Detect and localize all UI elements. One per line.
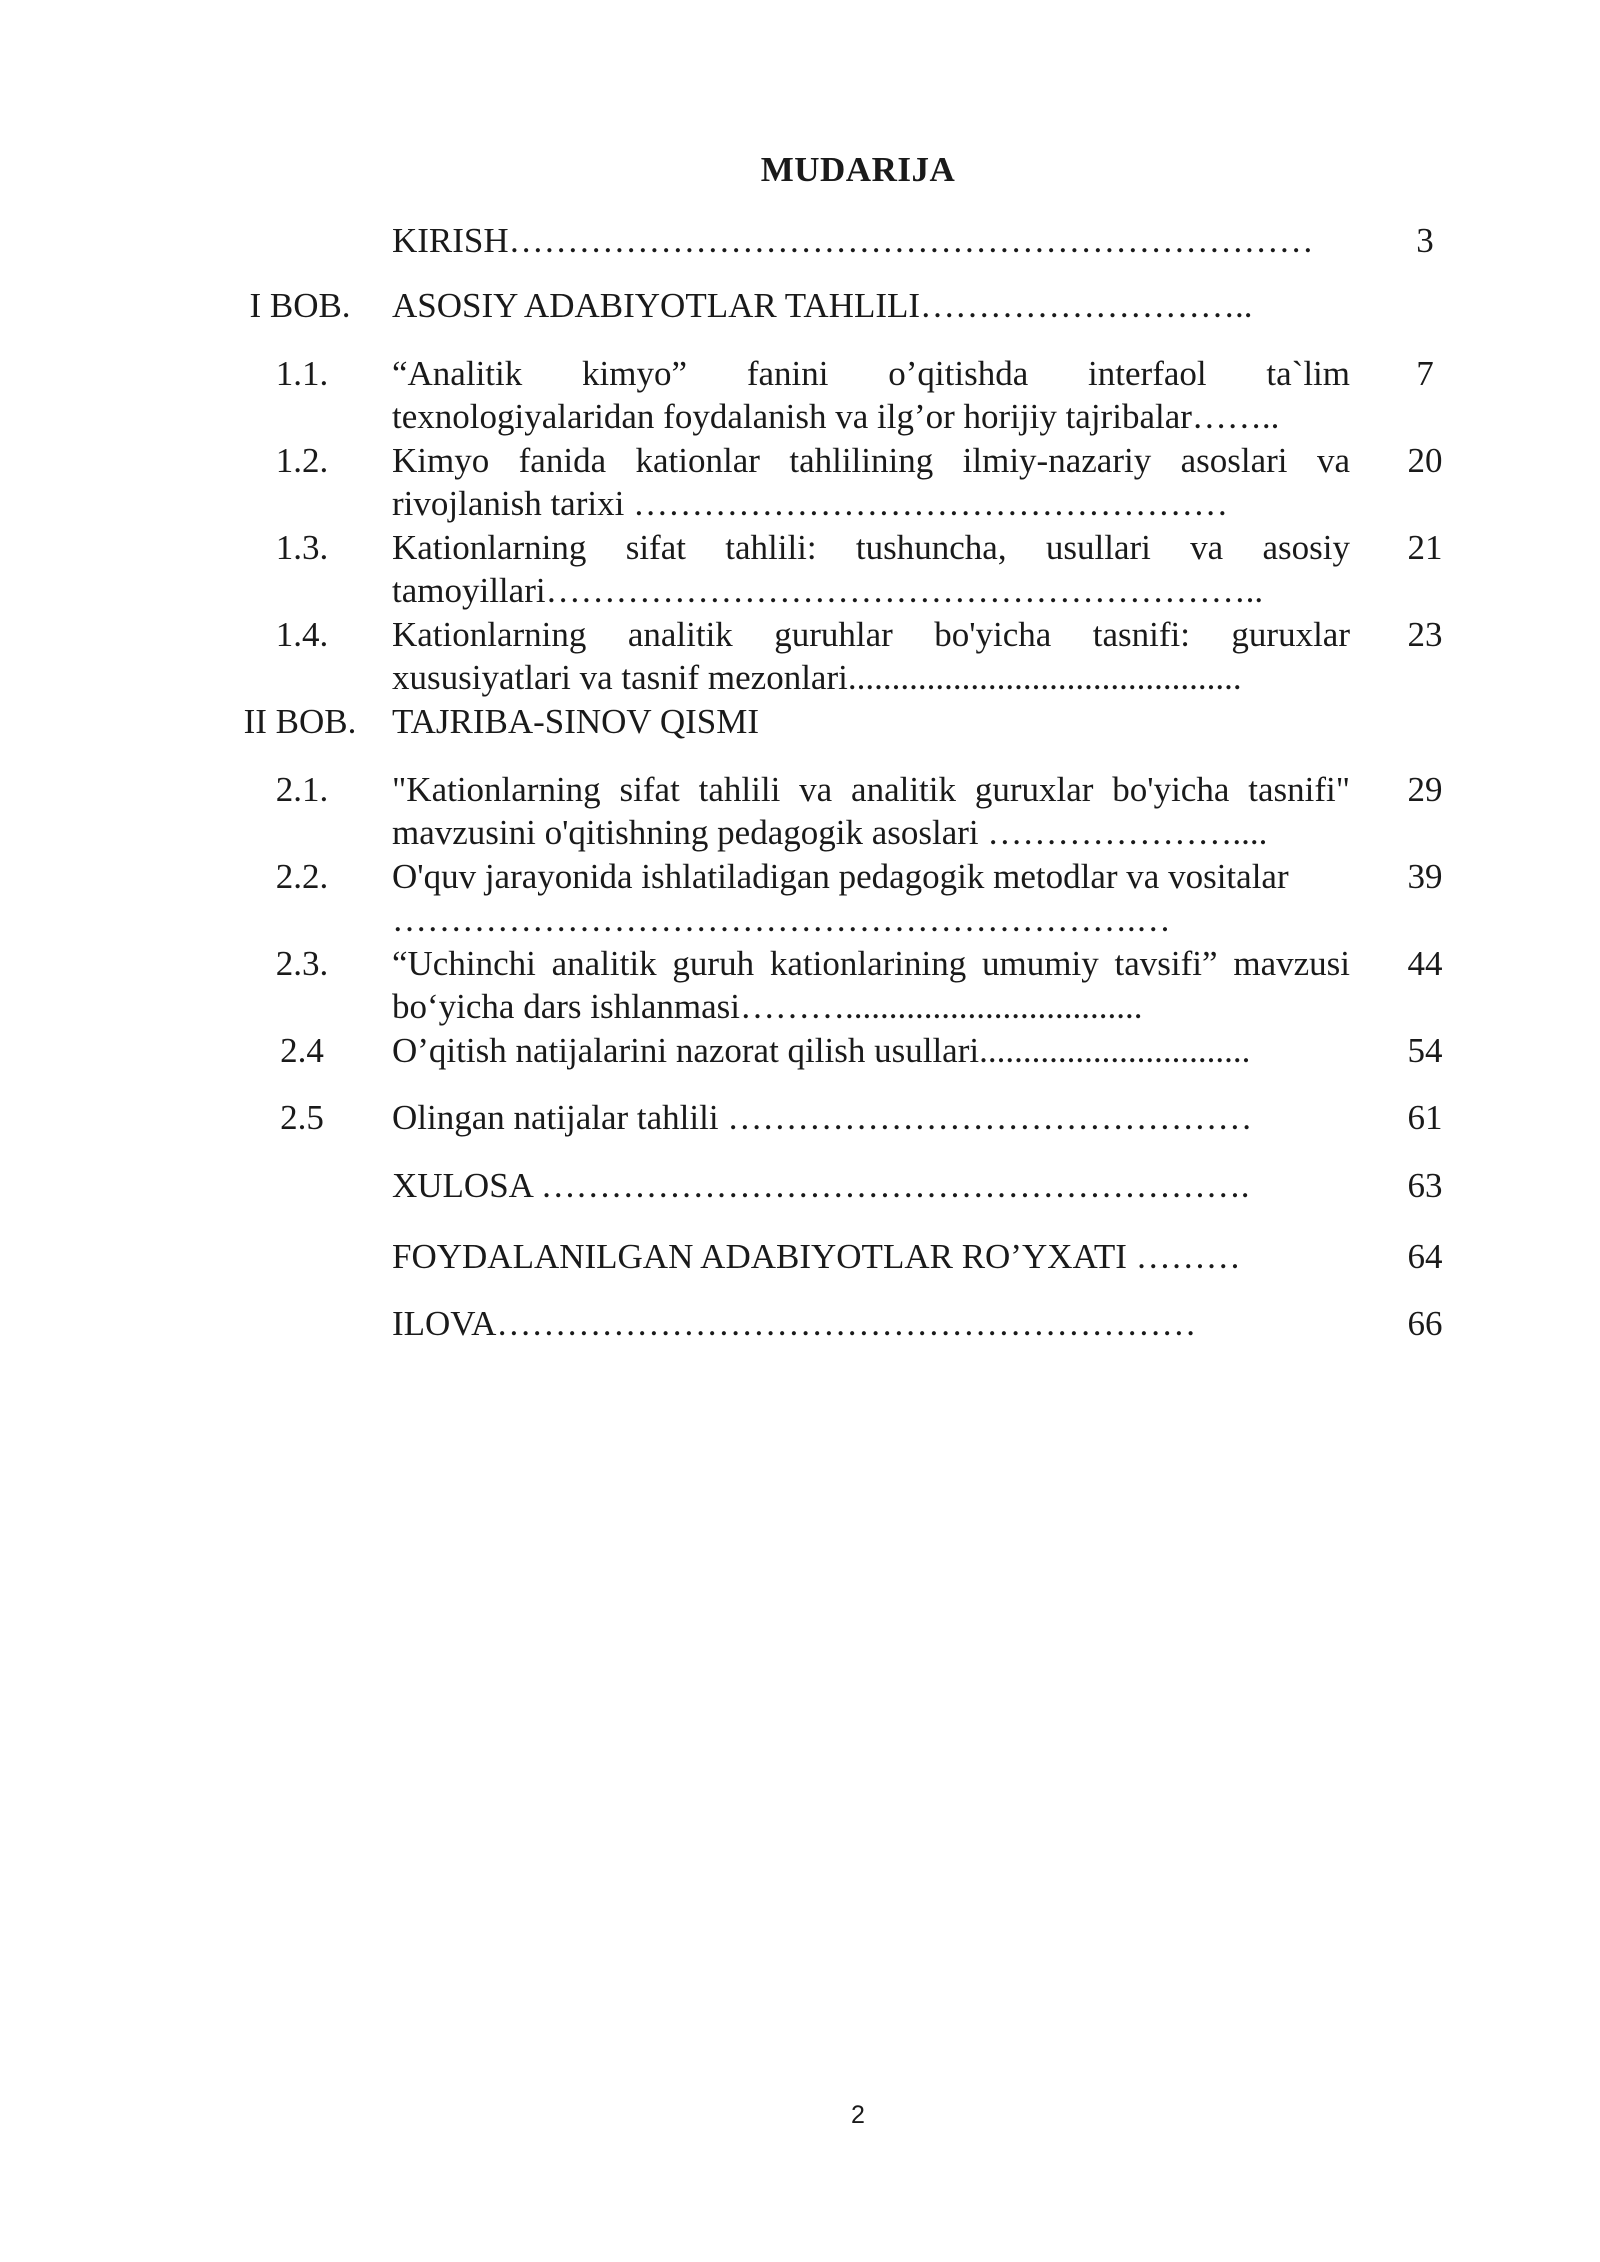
toc-entry-number: 1.3. <box>275 528 329 567</box>
toc-entry-number: 2.2. <box>275 857 329 896</box>
toc-entry-page: 63 <box>1407 1166 1443 1205</box>
toc-entry-page: 3 <box>1416 221 1434 260</box>
toc-entry-title: O'quv jarayonida ishlatiladigan pedagogik metodlar va vositalar ……………………………………………………….… <box>392 857 1289 939</box>
toc-entry-title: ILOVA…………………………………………………… <box>392 1304 1197 1343</box>
toc-entry-title: KIRISH…………………………………………………………… <box>392 221 1314 260</box>
toc-entry-number: 1.2. <box>275 441 329 480</box>
toc-entry-page: 61 <box>1407 1098 1443 1137</box>
toc-entry-number: II BOB. <box>243 702 357 741</box>
toc-entry-page: 54 <box>1407 1031 1443 1070</box>
toc-entry-number: 1.4. <box>275 615 329 654</box>
toc-entry-page: 66 <box>1407 1304 1443 1343</box>
toc-entry-title: ASOSIY ADABIYOTLAR TAHLILI……………………….. <box>392 286 1253 325</box>
toc-entry-title: “Analitik kimyo” fanini o’qitishda interfaol ta`lim texnologiyalaridan foydalanish va ilg’or horijiy tajribalar…….. <box>392 354 1350 436</box>
toc-entry-page: 44 <box>1407 944 1443 983</box>
toc-entry-title: Kationlarning analitik guruhlar bo'yicha tasnifi: guruxlar xususiyatlari va tasnif mezonlari............................................. <box>392 615 1350 697</box>
toc-entry-number: 2.1. <box>275 770 329 809</box>
toc-entry-number: 1.1. <box>275 354 329 393</box>
toc-entry-number: I BOB. <box>249 286 351 325</box>
toc-entry-page: 20 <box>1407 441 1443 480</box>
toc-entry-page: 7 <box>1416 354 1434 393</box>
toc-entry-title: FOYDALANILGAN ADABIYOTLAR RO’YXATI ……… <box>392 1237 1241 1276</box>
page-title: MUDARIJA <box>760 150 956 189</box>
toc-entry-title: Kationlarning sifat tahlili: tushuncha, usullari va asosiy tamoyillari…………………………………………………….. <box>392 528 1350 610</box>
toc-entry-number: 2.5 <box>280 1098 324 1137</box>
toc-entry-page: 23 <box>1407 615 1443 654</box>
toc-entry-title: Kimyo fanida kationlar tahlilining ilmiy-nazariy asoslari va rivojlanish tarixi …………………………………………… <box>392 441 1350 523</box>
toc-entry-page: 29 <box>1407 770 1443 809</box>
toc-entry-title: O’qitish natijalarini nazorat qilish usullari............................... <box>392 1031 1251 1070</box>
toc-entry-page: 39 <box>1407 857 1443 896</box>
toc-entry-title: Olingan natijalar tahlili ……………………………………… <box>392 1098 1253 1137</box>
toc-entry-number: 2.4 <box>280 1031 324 1070</box>
toc-entry-page: 21 <box>1407 528 1443 567</box>
toc-entry-title: "Kationlarning sifat tahlili va analitik guruxlar bo'yicha tasnifi" mavzusini o'qitishning pedagogik asoslari ………………….... <box>392 770 1350 852</box>
toc-entry-page: 64 <box>1407 1237 1443 1276</box>
toc-entry-number: 2.3. <box>275 944 329 983</box>
toc-entry-title: “Uchinchi analitik guruh kationlarining umumiy tavsifi” mavzusi bo‘yicha dars ishlanmasi……….................................. <box>392 944 1350 1026</box>
toc-entry-title: XULOSA ……………………………………………………. <box>392 1166 1250 1205</box>
page-number: 2 <box>851 2101 865 2129</box>
toc-entry-title: TAJRIBA-SINOV QISMI <box>392 702 759 741</box>
